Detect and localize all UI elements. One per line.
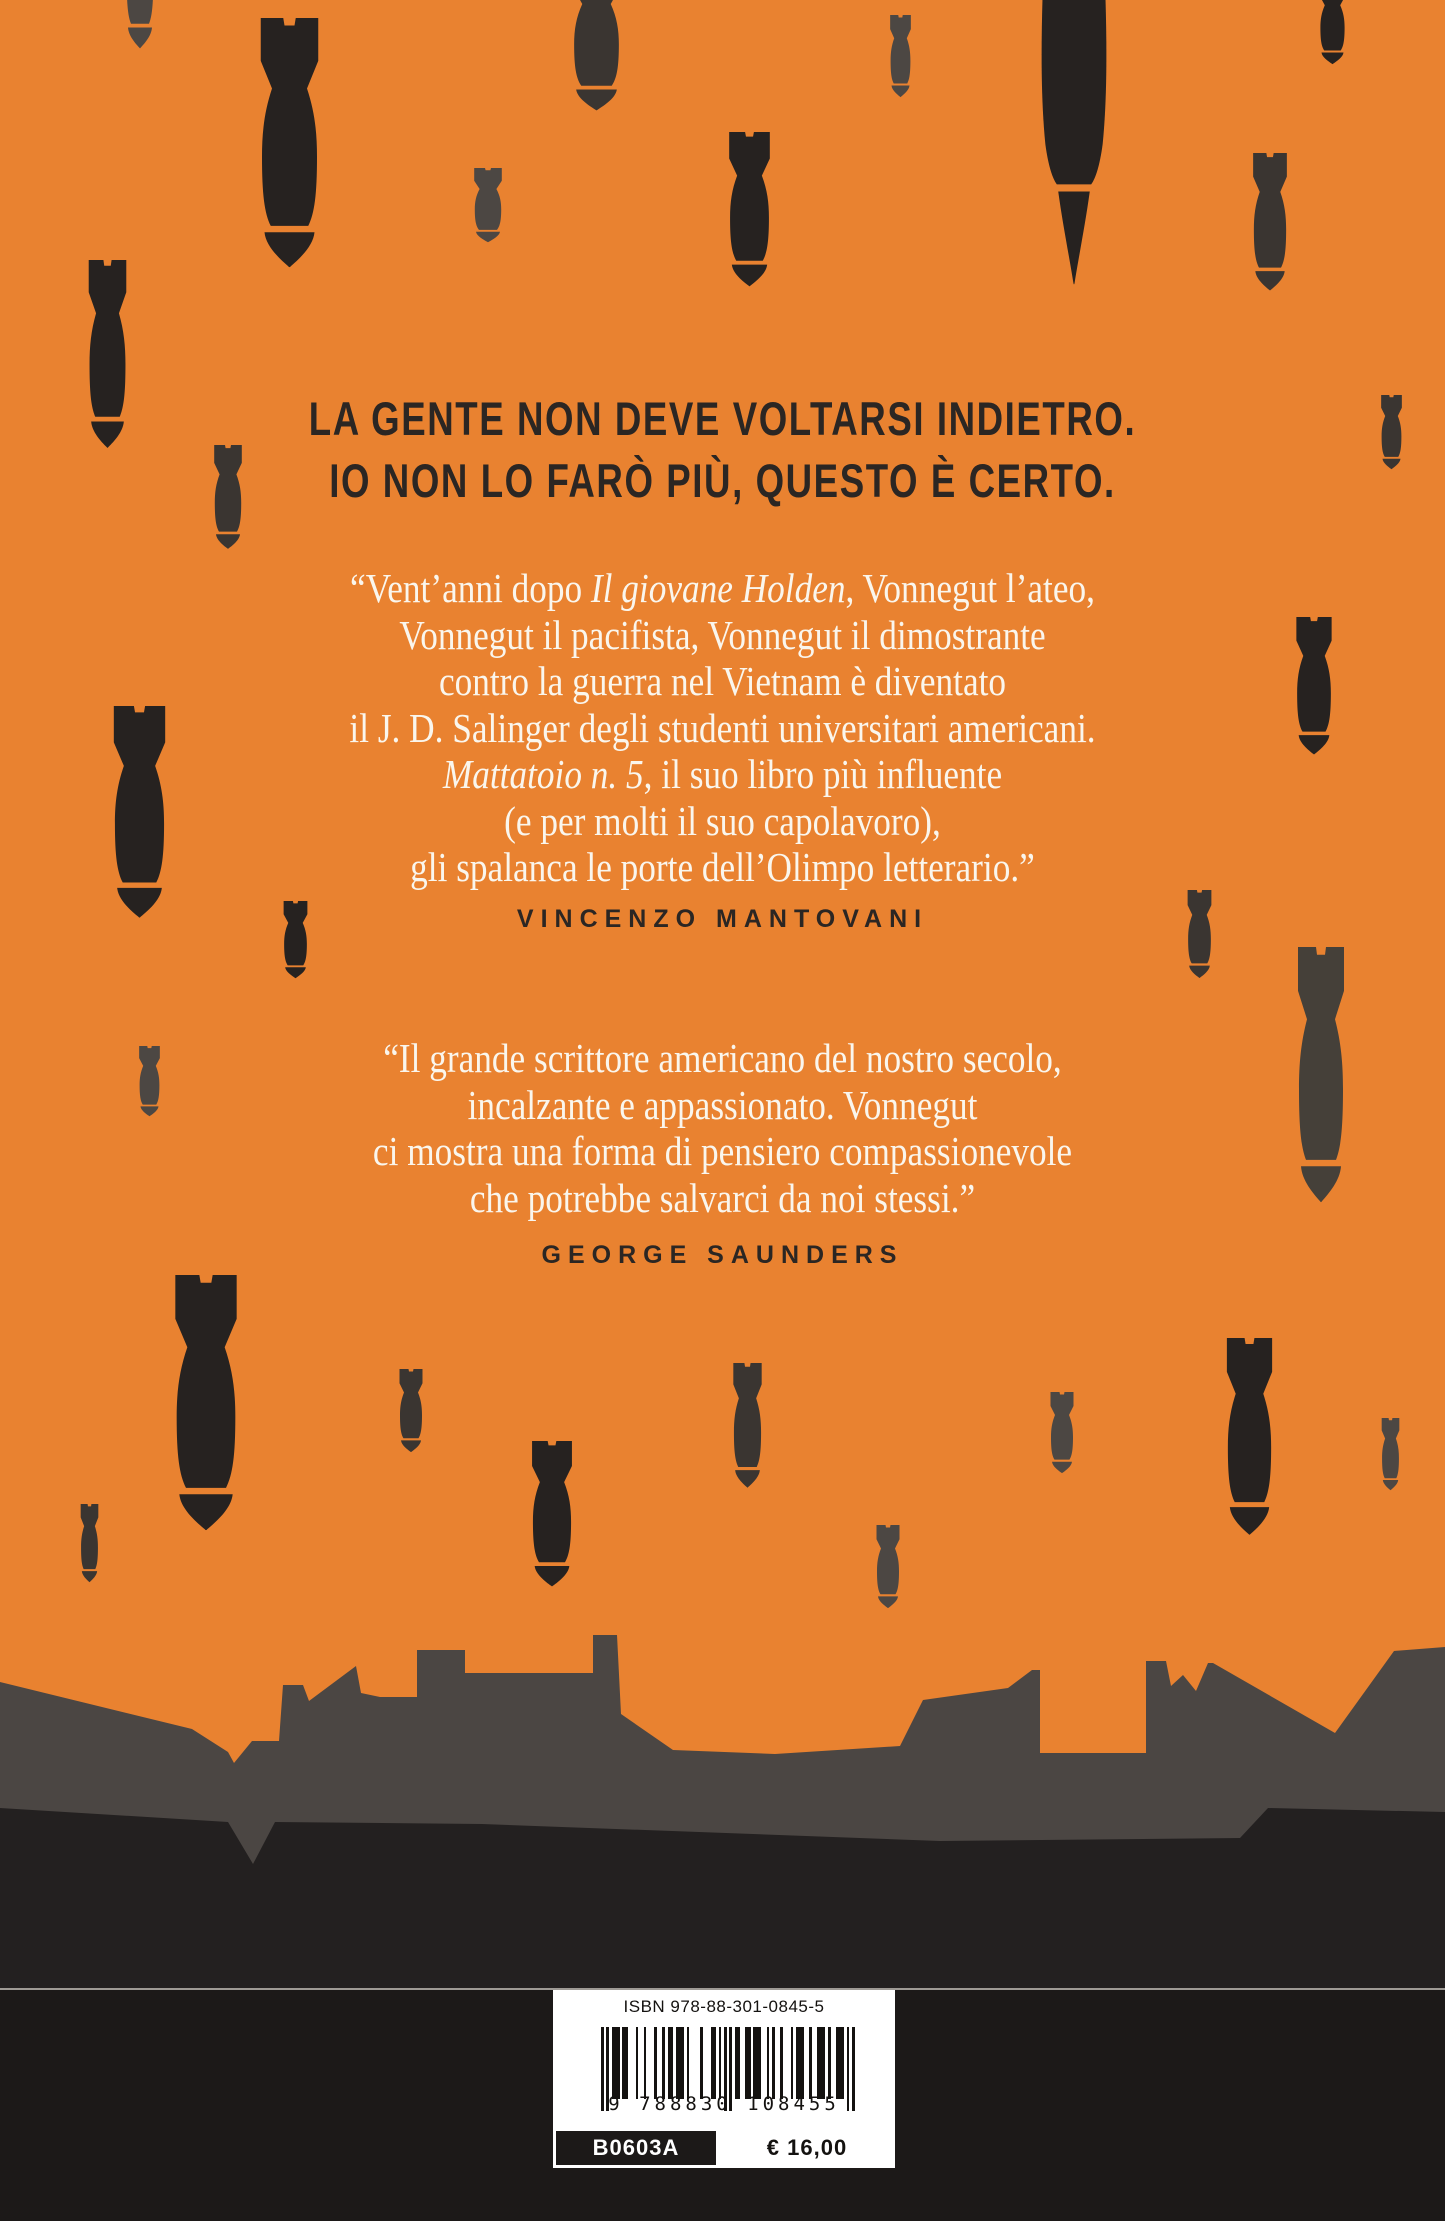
quote-line: gli spalanca le porte dell’Olimpo letterario.” [410, 844, 1035, 890]
headline-line-2: IO NON LO FARÒ PIÙ, QUESTO È CERTO. [329, 454, 1116, 507]
quote-line: ci mostra una forma di pensiero compassionevole [372, 1128, 1073, 1174]
price-label: € 16,00 [766, 2135, 848, 2160]
price-row [553, 2128, 895, 2168]
quote-line: Vonnegut il pacifista, Vonnegut il dimostrante [399, 611, 1046, 658]
quote-line: incalzante e appassionato. Vonnegut [467, 1081, 978, 1128]
reviewer-name-mantovani: VINCENZO MANTOVANI [516, 905, 929, 933]
isbn-number: ISBN 978-88-301-0845-5 [623, 1997, 825, 2016]
quote-line: “Vent’anni dopo Il giovane Holden, Vonnegut l’ateo, [350, 565, 1095, 611]
quote-line: contro la guerra nel Vietnam è diventato [438, 658, 1007, 704]
barcode-digits: 9 788830 108455 [608, 2093, 840, 2115]
quote-line: il J. D. Salinger degli studenti universitari americani. [349, 704, 1096, 751]
quote-line: che potrebbe salvarci da noi stessi.” [469, 1174, 976, 1221]
quote-line: “Il grande scrittore americano del nostro secolo, [383, 1035, 1062, 1081]
product-code: B0603A [553, 2128, 719, 2168]
quote-line: (e per molti il suo capolavoro), [504, 797, 941, 844]
headline-line-1: LA GENTE NON DEVE VOLTARSI INDIETRO. [308, 392, 1137, 445]
quote-line: Mattatoio n. 5, il suo libro più influente [442, 751, 1003, 797]
barcode-panel [553, 1990, 895, 2168]
reviewer-name-saunders: GEORGE SAUNDERS [541, 1241, 904, 1269]
